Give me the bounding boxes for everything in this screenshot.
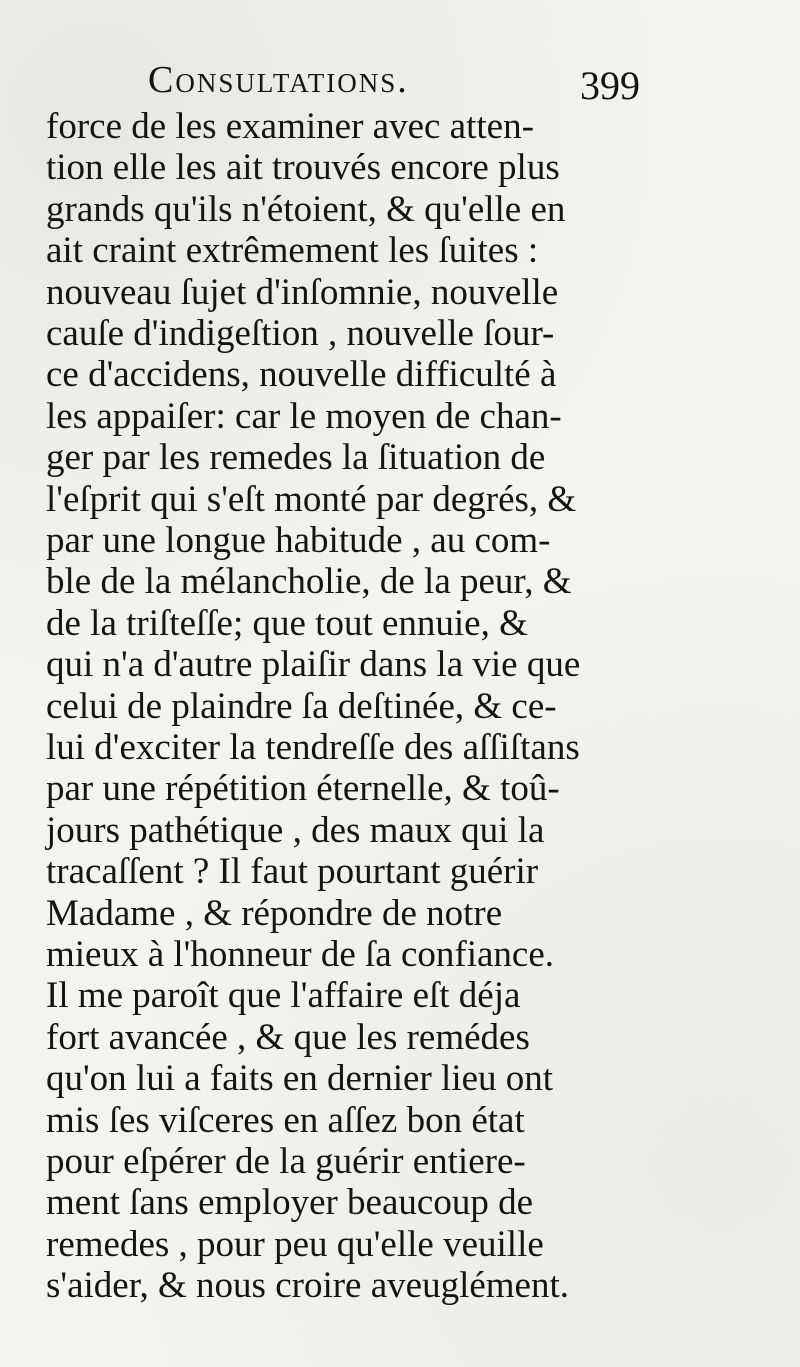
text-line: celui de plaindre ſa deſtinée, & ce- bbox=[46, 685, 557, 727]
text-line: tracaſſent ? Il faut pourtant guérir bbox=[46, 851, 539, 893]
text-line: grands qu'ils n'étoient, & qu'elle en bbox=[46, 188, 566, 230]
text-line: remedes , pour peu qu'elle veuille bbox=[46, 1223, 544, 1265]
text-line: ger par les remedes la ſituation de bbox=[46, 437, 546, 479]
text-line: ce d'accidens, nouvelle difficulté à bbox=[46, 354, 557, 396]
text-line: tion elle les ait trouvés encore plus bbox=[46, 147, 560, 189]
text-line: qu'on lui a faits en dernier lieu ont bbox=[46, 1058, 554, 1100]
text-line: pour eſpérer de la guérir entiere- bbox=[46, 1141, 526, 1182]
text-line: force de les examiner avec atten- bbox=[46, 106, 534, 147]
text-line: fort avancée , & que les remédes bbox=[46, 1016, 530, 1058]
text-line: par une répétition éternelle, & toû- bbox=[46, 768, 560, 810]
text-line: nouveau ſujet d'inſomnie, nouvelle bbox=[46, 271, 559, 313]
text-line: jours pathétique , des maux qui la bbox=[46, 809, 545, 851]
text-line: qui n'a d'autre plaiſir dans la vie que bbox=[46, 644, 581, 686]
text-line: cauſe d'indigeſtion , nouvelle ſour- bbox=[46, 313, 555, 354]
text-line: les appaiſer: car le moyen de chan- bbox=[46, 395, 562, 437]
text-line: Madame , & répondre de notre bbox=[46, 892, 503, 934]
text-line: Il me paroît que l'affaire eſt déja bbox=[46, 975, 521, 1017]
text-line: mieux à l'honneur de ſa confiance. bbox=[46, 934, 555, 975]
text-line: par une longue habitude , au com- bbox=[46, 520, 551, 561]
page-number: 399 bbox=[580, 63, 640, 108]
text-line: lui d'exciter la tendreſſe des aſſiſtans bbox=[46, 727, 580, 768]
text-line: ble de la mélancholie, de la peur, & bbox=[46, 561, 572, 603]
text-line: de la triſteſſe; que tout ennuie, & bbox=[46, 602, 528, 644]
text-line: ment ſans employer beaucoup de bbox=[46, 1182, 533, 1224]
text-line: mis ſes viſceres en aſſez bon état bbox=[46, 1099, 525, 1141]
running-title: Consultations. bbox=[148, 59, 409, 101]
text-line: s'aider, & nous croire aveuglément. bbox=[46, 1265, 570, 1307]
text-line: l'eſprit qui s'eſt monté par degrés, & bbox=[46, 478, 577, 520]
text-line: ait craint extrêmement les ſuites : bbox=[46, 230, 539, 272]
